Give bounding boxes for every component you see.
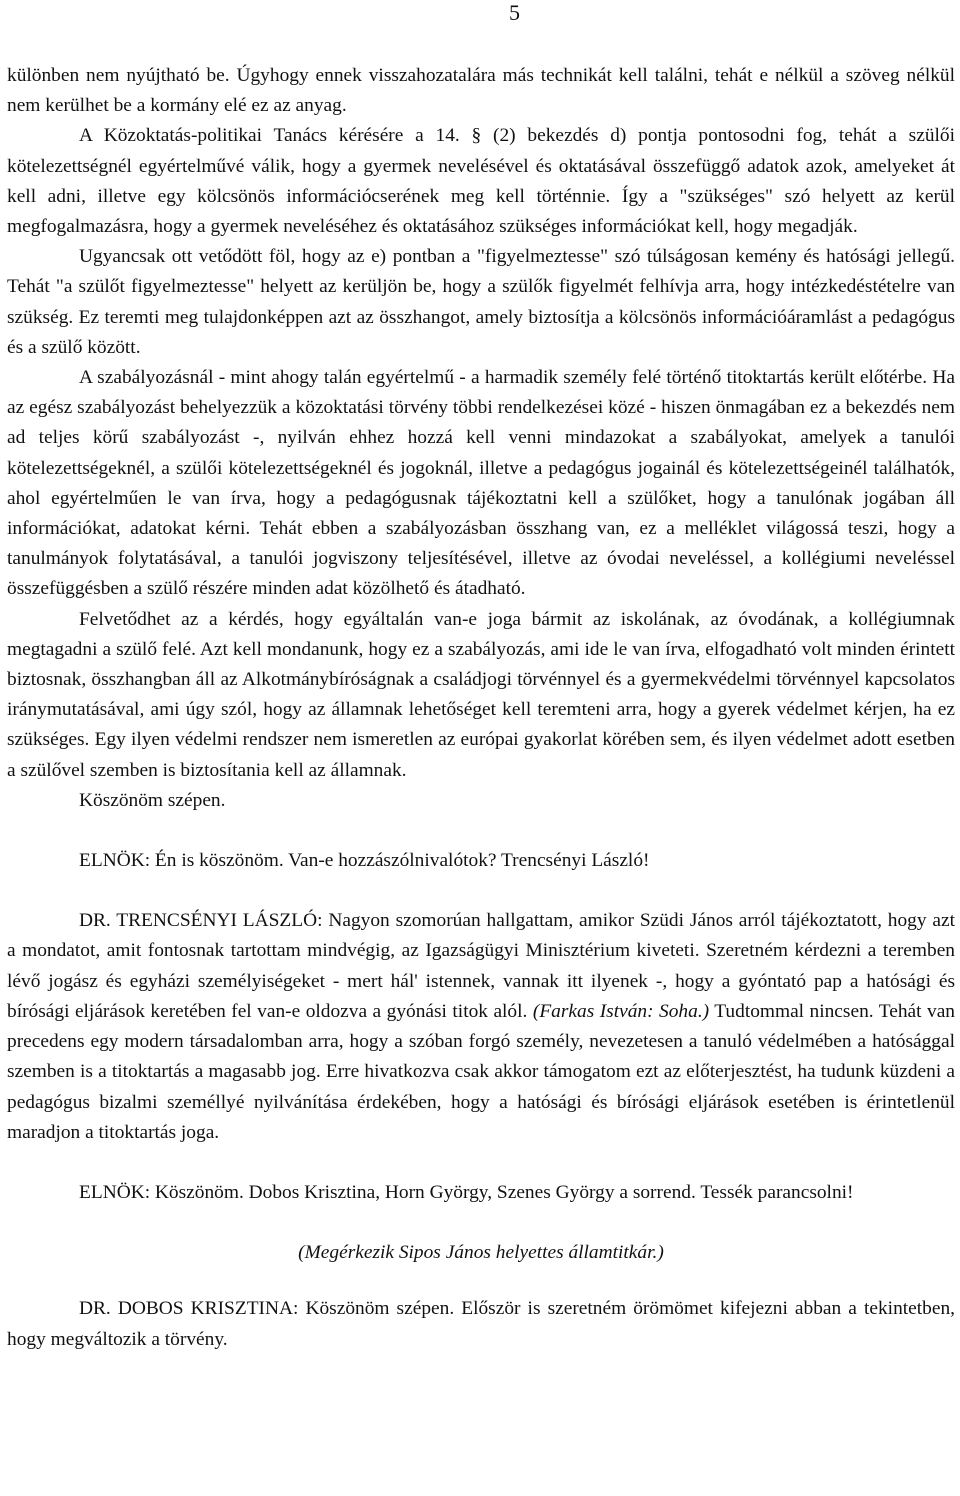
speaker-paragraph — [7, 906, 955, 1148]
document-body — [7, 61, 955, 1355]
chair-remark: ELNÖK: Én is köszönöm. Van-e hozzászólnivalótok? Trencsényi László! — [79, 850, 650, 872]
speech-text: Tudtommal nincsen. Tehát van precedens egy modern társadalomban arra, hogy a szóban forgó személy, nevezetesen a tanuló védelmében a hatósággal szemben is a titoktartás a magasabb jog. Erre hivatkozva csak akkor támogatom ezt az előterjesztést, ha tudunk küzdeni a pedagógus bizalmi személlyé nyilvánítása érdekében, hogy a hatósági és bírósági eljárások esetében is érintetlenül maradjon a titoktartás joga. — [7, 1000, 955, 1143]
page-number: 5 — [509, 0, 520, 25]
paragraph: Ugyancsak ott vetődött föl, hogy az e) pontban a "figyelmeztesse" szó túlságosan kemény és hatósági jellegű. Tehát "a szülőt figyelmeztesse" helyett az kerüljön be, hogy a szülők figyelmét felhívja arra, hogy intézkedéstételre van szükség. Ez teremti meg tulajdonképpen azt az összhangot, amely biztosítja a kölcsönös információáramlást a pedagógus és a szülő között. — [7, 246, 955, 358]
speaker-paragraph: DR. DOBOS KRISZTINA: Köszönöm szépen. Először is szeretném örömömet kifejezni abban a tekintetben, hogy megváltozik a törvény. — [7, 1298, 955, 1350]
interjection: (Farkas István: Soha.) — [532, 1000, 710, 1022]
paragraph: A szabályozásnál - mint ahogy talán egyértelmű - a harmadik személy felé történő titoktartás került előtérbe. Ha az egész szabályozást behelyezzük a közoktatási törvény többi rendelkezései közé - hiszen önmagában ez a bekezdés nem ad teljes körű szabályozást -, nyilván ehhez hozzá kell venni mindazokat a szabályokat, amelyek a tanulói kötelezettségeknél, a szülői kötelezettségeknél és jogoknál, illetve a pedagógus jogainál és kötelezettségeinél találhatók, ahol egyértelműen le van írva, hogy a pedagógusnak tájékoztatni kell a szülőket, hogy a tanulónak jogában áll információkat, adatokat kérni. Tehát ebben a szabályozásban összhang van, ez a melléklet világossá teszi, hogy a tanulmányok folytatásával, a tanulói jogviszony teljesítésével, illetve az óvodai neveléssel, a kollégiumi neveléssel összefüggésben a szülő részére minden adat közölhető és átadható. — [7, 367, 955, 600]
paragraph: Felvetődhet az a kérdés, hogy egyáltalán van-e joga bármit az iskolának, az óvodának, a kollégiumnak megtagadni a szülő felé. Azt kell mondanunk, hogy ez a szabályozás, ami ide le van írva, elfogadható volt minden érintett biztosnak, összhangban áll az Alkotmánybíróságnak a családjogi törvénnyel és a gyermekvédelmi törvénnyel kapcsolatos iránymutatásával, ami úgy szól, hogy az államnak lehetőséget kell teremteni arra, hogy a gyerek védelmet kérjen, ha ez szükséges. Egy ilyen védelmi rendszer nem ismeretlen az európai gyakorlat körében sem, és ilyen védelmet adott esetben a szülővel szemben is biztosítania kell az államnak. — [7, 608, 955, 781]
speech-text: DR. TRENCSÉNYI LÁSZLÓ: Nagyon szomorúan hallgattam, amikor Szüdi János arról tájékoztatott, hogy azt a mondatot, amit fontosnak tartottam mindvégig, az Igazságügyi Minisztérium kiveteti. Szeretném kérdezni a teremben lévő jogász és egyházi személyiségeket - mert hál' istennek, vannak itt ilyenek -, hogy a gyóntató pap a hatósági és bírósági eljárások keretében fel van-e oldozva a gyónási titok alól. — [7, 910, 955, 1022]
closing-remark: Köszönöm szépen. — [79, 789, 226, 811]
paragraph: különben nem nyújtható be. Úgyhogy ennek visszahozatalára más technikát kell találni, tehát e nélkül a szöveg nélkül nem kerülhet be a kormány elé ez az anyag. — [7, 65, 955, 117]
chair-remark: ELNÖK: Köszönöm. Dobos Krisztina, Horn György, Szenes György a sorrend. Tessék parancsolni! — [79, 1181, 854, 1203]
stage-direction: (Megérkezik Sipos János helyettes államtitkár.) — [298, 1242, 664, 1264]
paragraph: A Közoktatás-politikai Tanács kérésére a 14. § (2) bekezdés d) pontja pontosodni fog, tehát a szülői kötelezettségnél egyértelművé válik, hogy a gyermek nevelésével és oktatásával összefüggő adatok azok, amelyeket át kell adni, illetve egy kölcsönös információcserének meg kell történnie. Így a "szükséges" szó helyett az kerül megfogalmazásra, hogy a gyermek neveléséhez és oktatásához szükséges információkat kell, hogy megadják. — [7, 125, 955, 238]
